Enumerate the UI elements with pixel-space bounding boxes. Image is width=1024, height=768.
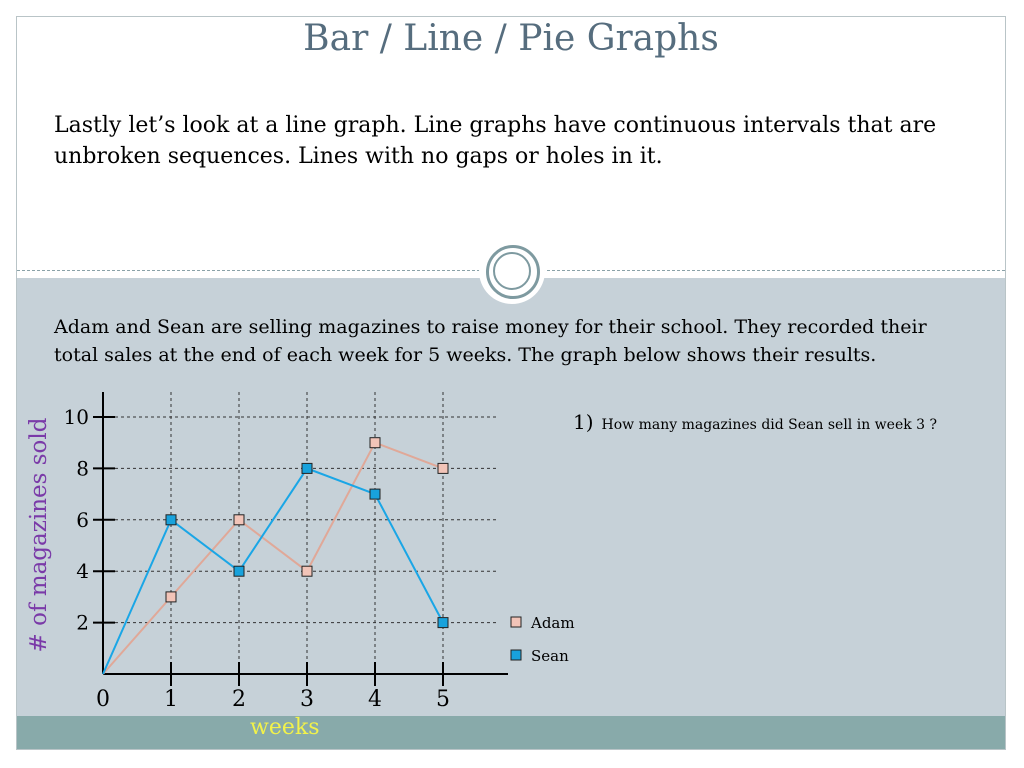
x-axis-label: weeks bbox=[250, 715, 320, 740]
point-sean-week-4 bbox=[370, 489, 380, 499]
point-sean-week-2 bbox=[234, 566, 244, 576]
point-sean-week-3 bbox=[302, 463, 312, 473]
intro-text: Lastly let’s look at a line graph. Line graphs have continuous intervals that are unbroken sequences. Lines with no gaps or holes in it. bbox=[54, 113, 937, 169]
y-tick-label-10: 10 bbox=[63, 405, 89, 429]
legend-marker-adam bbox=[511, 617, 521, 627]
problem-text: Adam and Sean are selling magazines to raise money for their school. They recorded their total sales at the end of each week for 5 weeks. The graph below shows their results. bbox=[54, 316, 927, 366]
x-tick-label-1: 1 bbox=[164, 687, 178, 712]
x-tick-label-4: 4 bbox=[368, 687, 382, 712]
x-tick-label-0: 0 bbox=[96, 687, 110, 712]
y-tick-label-4: 4 bbox=[76, 559, 89, 584]
point-adam-week-4 bbox=[370, 438, 380, 448]
y-tick-label-8: 8 bbox=[76, 456, 89, 481]
x-tick-label-3: 3 bbox=[300, 687, 314, 712]
x-tick-label-2: 2 bbox=[232, 687, 246, 712]
point-sean-week-5 bbox=[438, 618, 448, 628]
y-tick-label-6: 6 bbox=[76, 507, 89, 532]
question-number: 1) bbox=[573, 410, 594, 434]
y-axis-label: # of magazines sold bbox=[26, 417, 52, 653]
point-adam-week-1 bbox=[166, 592, 176, 602]
legend-marker-sean bbox=[511, 650, 521, 660]
point-adam-week-3 bbox=[302, 566, 312, 576]
legend-label-adam: Adam bbox=[531, 614, 575, 632]
x-tick-label-5: 5 bbox=[436, 687, 450, 712]
legend-label-sean: Sean bbox=[531, 647, 569, 665]
point-sean-week-1 bbox=[166, 515, 176, 525]
question-text: How many magazines did Sean sell in week 3 ? bbox=[601, 417, 938, 433]
slide-title: Bar / Line / Pie Graphs bbox=[303, 18, 719, 59]
y-tick-label-2: 2 bbox=[76, 610, 89, 635]
point-adam-week-5 bbox=[438, 463, 448, 473]
point-adam-week-2 bbox=[234, 515, 244, 525]
